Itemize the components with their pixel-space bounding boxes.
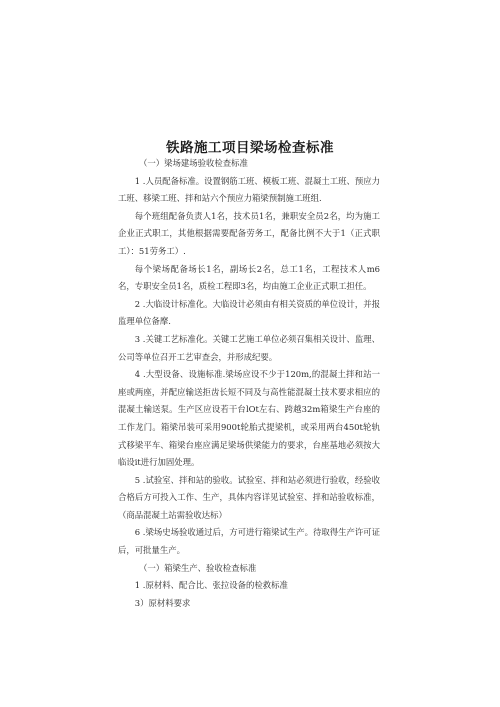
section-heading: （一）梁场建场验收检查标准 [139,158,248,168]
paragraph: 3）原材料要求 [134,597,191,608]
paragraph: 1 .原材料、配合比、张拉设备的检救标准 [134,580,288,591]
paragraph: 每个班组配备负责人1名，技术员1名，兼职安全员2名，均为施工企业正式职工，其他根据需要配备劳务工，配备比例不大于1（正式职工）：51劳务工）. [118,210,380,256]
document-title: 铁路施工项目梁场检查标准 [166,140,334,156]
paragraph: 每个梁场配备场长1名，副场长2名，总工1名，工程技术人m6名，专职安全员1名，质检工程即3名，均由施工企业正式职工担任。 [118,263,380,292]
paragraph: 4 .大型设备、设施标准.梁场应设不少于120m,的混凝土拌和站一座或两座，并配应输送拒齿长短不同及与高性能混凝土技术要求相应的混凝土输送泵。生产区应设若干台lOt左右、跨越32m箱梁生产台座的工作龙门。箱梁吊装可采用900t轮胎式提梁机，或采用两台450t轮轨式移梁平车、箱梁台座应满足梁场供梁能力的要求，台座基地必须按大临设it进行加固处理。 [118,369,380,468]
section-heading: （一）箱梁生产、验收检查标准 [139,562,257,573]
paragraph: 6 .梁场史场验收通过后，方可进行箱梁试生产。待取得生产许可证后，可批量生产。 [118,527,380,556]
document-body [118,155,380,612]
paragraph: 5 .试验室、拌和站的验收。试验室、拌和站必须进行验收，经验收合格后方可投入工作、生产，具体内容详见试验室、拌和站验收标准，（商品混凝土站需验收达标） [118,474,380,520]
paragraph: 3 .关键工艺标准化。关键工艺施工单位必须召集相关设计、监理、公司等单位召开工艺审查会，并形成纪要。 [118,333,380,362]
paragraph: 1 .人员配备标准。设置钢筋工班、模板工班、混凝土工班、预应力工班、移梁工班、拌和站六个预应力箱梁预制施工班组. [118,175,380,204]
paragraph: 2 .大临设计标准化。大临设计必须由有相关资质的单位设计，并报监理单位备摩. [118,298,380,327]
